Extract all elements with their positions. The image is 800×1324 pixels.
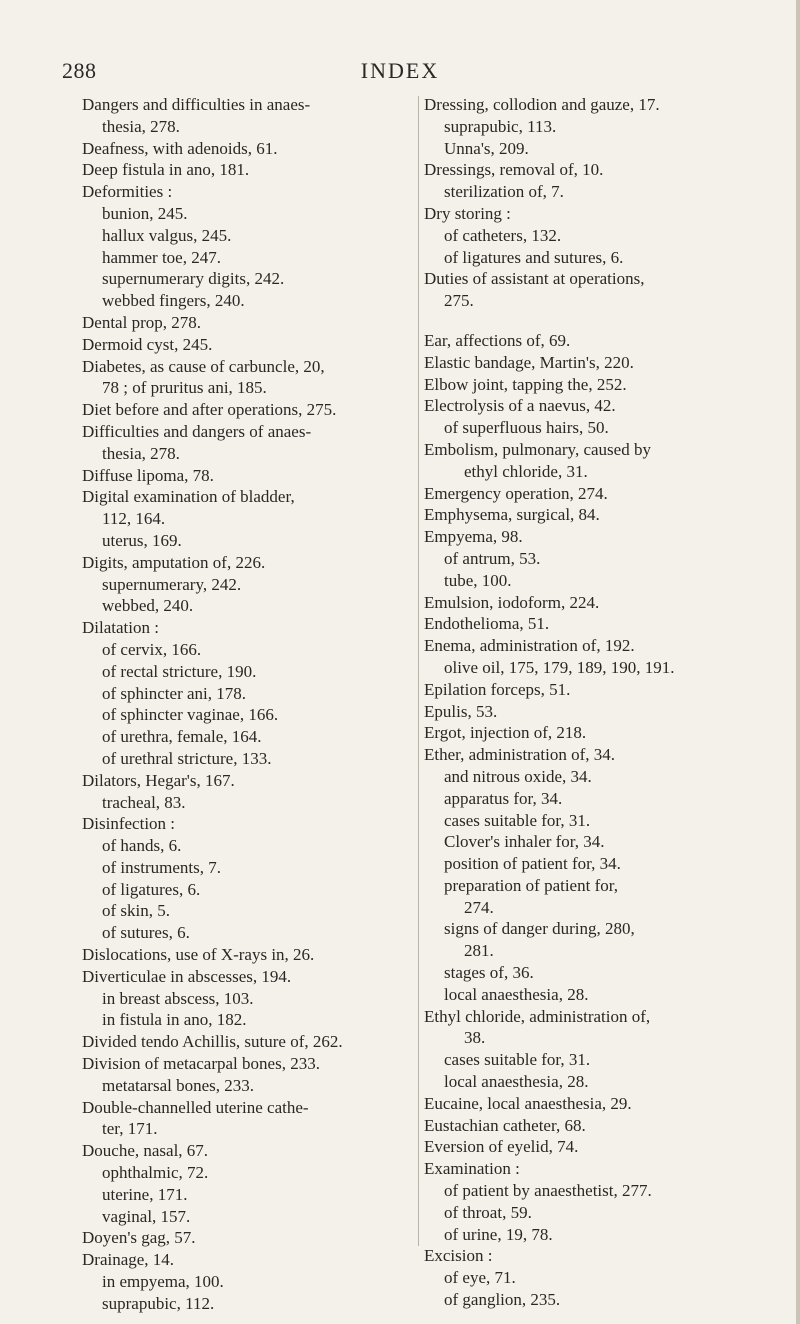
index-subentry: ethyl chloride, 31. (464, 461, 588, 481)
index-entry: Difficulties and dangers of anaes- (82, 421, 312, 441)
index-subentry: supernumerary, 242. (102, 574, 242, 594)
index-subentry: of ligatures and sutures, 6. (444, 247, 624, 267)
index-entry: Emulsion, iodoform, 224. (424, 592, 600, 612)
index-entry: Dental prop, 278. (82, 312, 201, 332)
index-subentry: 112, 164. (102, 509, 166, 529)
index-subentry: tube, 100. (444, 570, 512, 590)
index-entry: Emphysema, surgical, 84. (424, 505, 600, 525)
index-entry: Douche, nasal, 67. (82, 1141, 209, 1161)
index-entry: Ergot, injection of, 218. (424, 723, 587, 743)
running-title: INDEX (360, 58, 440, 83)
index-subentry: of eye, 71. (444, 1268, 516, 1288)
index-subentry: of urethra, female, 164. (102, 727, 262, 747)
index-entry: Digital examination of bladder, (82, 487, 295, 507)
index-entry: Dangers and difficulties in anaes- (82, 95, 311, 114)
index-subentry: Clover's inhaler for, 34. (444, 832, 605, 852)
index-entry: Electrolysis of a naevus, 42. (424, 396, 616, 416)
index-subentry: webbed, 240. (102, 596, 194, 616)
index-subentry: of rectal stricture, 190. (102, 661, 257, 681)
index-entry: Dislocations, use of X-rays in, 26. (82, 945, 315, 965)
index-entry: Ear, affections of, 69. (424, 330, 571, 350)
index-subentry: of urine, 19, 78. (444, 1224, 553, 1244)
page-number: 288 (62, 58, 97, 83)
index-subentry: preparation of patient for, (444, 875, 618, 895)
index-subentry: thesia, 278. (102, 116, 180, 136)
index-subentry: Unna's, 209. (444, 138, 529, 158)
index-subentry: of ligatures, 6. (102, 879, 201, 899)
index-subentry: signs of danger during, 280, (444, 919, 635, 939)
index-subentry: in breast abscess, 103. (102, 988, 254, 1008)
index-column-right (424, 94, 770, 1311)
index-entry: Eversion of eyelid, 74. (424, 1137, 579, 1157)
index-entry: Double-channelled uterine cathe- (82, 1097, 309, 1117)
index-subentry: thesia, 278. (102, 443, 180, 463)
index-subentry: supernumerary digits, 242. (102, 269, 285, 289)
index-subentry: ter, 171. (102, 1119, 158, 1139)
index-entry: Embolism, pulmonary, caused by (424, 439, 651, 459)
index-entry: Disinfection : (82, 814, 176, 834)
index-subentry: 38. (464, 1028, 486, 1048)
index-subentry: of urethral stricture, 133. (102, 748, 272, 768)
index-subentry: of antrum, 53. (444, 548, 541, 568)
index-subentry: hammer toe, 247. (102, 247, 221, 267)
index-entry: Division of metacarpal bones, 233. (82, 1054, 320, 1074)
index-entry: Deafness, with adenoids, 61. (82, 138, 278, 158)
index-subentry: and nitrous oxide, 34. (444, 766, 592, 786)
index-subentry: of sutures, 6. (102, 923, 190, 943)
index-subentry: 274. (464, 897, 494, 917)
index-entry: Empyema, 98. (424, 527, 523, 547)
index-subentry: metatarsal bones, 233. (102, 1075, 255, 1095)
index-entry: Deformities : (82, 182, 173, 202)
index-subentry: suprapubic, 113. (444, 116, 557, 136)
index-entry: Dry storing : (424, 203, 511, 223)
index-subentry: 281. (464, 941, 494, 961)
index-subentry: apparatus for, 34. (444, 788, 563, 808)
index-subentry: of superfluous hairs, 50. (444, 418, 609, 438)
index-subentry: in empyema, 100. (102, 1272, 224, 1292)
index-entry: Duties of assistant at operations, (424, 269, 645, 289)
index-subentry: local anaesthesia, 28. (444, 1072, 589, 1092)
index-entry: Diffuse lipoma, 78. (82, 465, 214, 485)
index-entry: Elbow joint, tapping the, 252. (424, 374, 627, 394)
index-subentry: of hands, 6. (102, 836, 182, 856)
index-entry: Digits, amputation of, 226. (82, 552, 266, 572)
index-subentry: uterine, 171. (102, 1184, 188, 1204)
index-subentry: of sphincter ani, 178. (102, 683, 246, 703)
index-subentry: of skin, 5. (102, 901, 170, 921)
index-subentry: webbed fingers, 240. (102, 291, 245, 311)
index-subentry: of catheters, 132. (444, 225, 562, 245)
section-gap (424, 312, 770, 330)
index-subentry: of patient by anaesthetist, 277. (444, 1181, 652, 1201)
index-entry: Divided tendo Achillis, suture of, 262. (82, 1032, 343, 1052)
index-subentry: suprapubic, 112. (102, 1293, 215, 1313)
index-entry: Eucaine, local anaesthesia, 29. (424, 1093, 632, 1113)
index-entry: Epulis, 53. (424, 701, 498, 721)
index-entry: Diet before and after operations, 275. (82, 400, 337, 420)
index-entry: Ethyl chloride, administration of, (424, 1006, 651, 1026)
index-subentry: of cervix, 166. (102, 639, 202, 659)
index-subentry: ophthalmic, 72. (102, 1163, 209, 1183)
index-entry: Eustachian catheter, 68. (424, 1115, 586, 1135)
index-subentry: of sphincter vaginae, 166. (102, 705, 279, 725)
index-entry: Enema, administration of, 192. (424, 636, 635, 656)
index-entry: Dilators, Hegar's, 167. (82, 770, 235, 790)
index-subentry: of instruments, 7. (102, 857, 221, 877)
index-subentry: tracheal, 83. (102, 792, 186, 812)
index-subentry: bunion, 245. (102, 203, 188, 223)
index-subentry: 275. (444, 291, 474, 311)
index-entry: Epilation forceps, 51. (424, 679, 571, 699)
index-entry: Elastic bandage, Martin's, 220. (424, 352, 634, 372)
page-header (0, 40, 800, 83)
index-subentry: stages of, 36. (444, 963, 534, 983)
index-entry: Endothelioma, 51. (424, 614, 550, 634)
index-subentry: uterus, 169. (102, 530, 182, 550)
index-entry: Dressings, removal of, 10. (424, 160, 604, 180)
index-entry: Doyen's gag, 57. (82, 1228, 196, 1248)
index-subentry: of throat, 59. (444, 1202, 532, 1222)
index-subentry: local anaesthesia, 28. (444, 984, 589, 1004)
index-entry: Diverticulae in abscesses, 194. (82, 966, 292, 986)
index-subentry: of ganglion, 235. (444, 1290, 561, 1310)
index-subentry: olive oil, 175, 179, 189, 190, 191. (444, 657, 675, 677)
index-subentry: hallux valgus, 245. (102, 225, 232, 245)
index-entry: Emergency operation, 274. (424, 483, 608, 503)
index-entry: Examination : (424, 1159, 520, 1179)
index-entry: Dermoid cyst, 245. (82, 334, 213, 354)
index-entry: Dilatation : (82, 618, 159, 638)
index-subentry: 78 ; of pruritus ani, 185. (102, 378, 267, 398)
index-entry: Diabetes, as cause of carbuncle, 20, (82, 356, 325, 376)
index-subentry: vaginal, 157. (102, 1206, 191, 1226)
index-column-left (82, 94, 412, 1315)
index-subentry: cases suitable for, 31. (444, 810, 591, 830)
index-subentry: cases suitable for, 31. (444, 1050, 591, 1070)
index-entry: Excision : (424, 1246, 493, 1266)
page-edge (796, 0, 800, 1324)
index-entry: Ether, administration of, 34. (424, 745, 616, 765)
index-entry: Drainage, 14. (82, 1250, 175, 1270)
index-subentry: sterilization of, 7. (444, 182, 564, 202)
index-subentry: in fistula in ano, 182. (102, 1010, 247, 1030)
index-entry: Dressing, collodion and gauze, 17. (424, 95, 660, 114)
index-entry: Deep fistula in ano, 181. (82, 160, 250, 180)
index-subentry: position of patient for, 34. (444, 854, 621, 874)
column-divider (418, 96, 419, 1246)
